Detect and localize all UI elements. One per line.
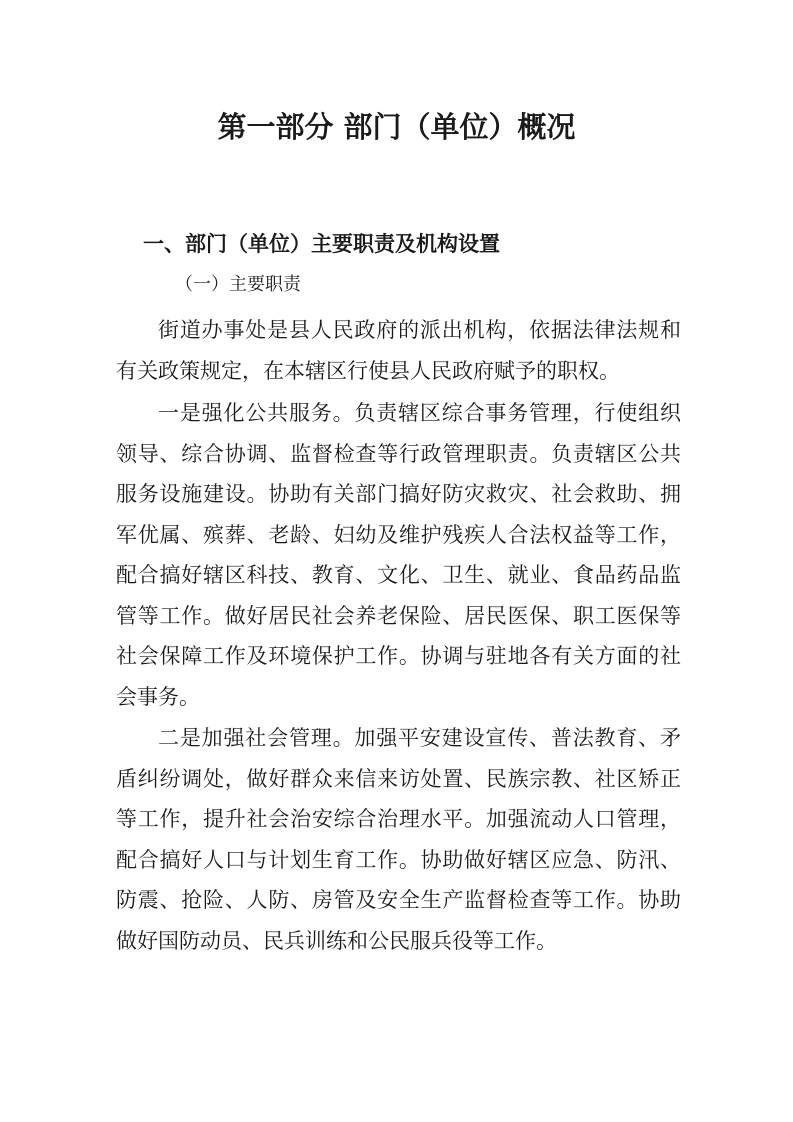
page-title: 第一部分 部门（单位）概况 bbox=[217, 110, 576, 144]
paragraph-public-service: 一是强化公共服务。负责辖区综合事务管理，行使组织领导、综合协调、监督检查等行政管理职责。负责辖区公共服务设施建设。协助有关部门搞好防灾救灾、社会救助、拥军优属、殡葬、老龄、妇幼及维护残疾人合法权益等工作，配合搞好辖区科技、教育、文化、卫生、就业、食品药品监管等工作。做好居民社会养老保险、居民医保、职工医保等社会保障工作及环境保护工作。协调与驻地各有关方面的社会事务。 bbox=[116, 401, 681, 709]
paragraph-social-management: 二是加强社会管理。加强平安建设宣传、普法教育、矛盾纠纷调处，做好群众来信来访处置、民族宗教、社区矫正等工作，提升社会治安综合治理水平。加强流动人口管理，配合搞好人口与计划生育工作。协助做好辖区应急、防汛、防震、抢险、人防、房管及安全生产监督检查等工作。协助做好国防动员、民兵训练和公民服兵役等工作。 bbox=[116, 726, 681, 953]
sub-heading: （一）主要职责 bbox=[175, 274, 301, 295]
paragraph-intro: 街道办事处是县人民政府的派出机构，依据法律法规和有关政策规定，在本辖区行使县人民政府赋予的职权。 bbox=[116, 318, 681, 383]
section-heading: 一、部门（单位）主要职责及机构设置 bbox=[143, 232, 500, 256]
